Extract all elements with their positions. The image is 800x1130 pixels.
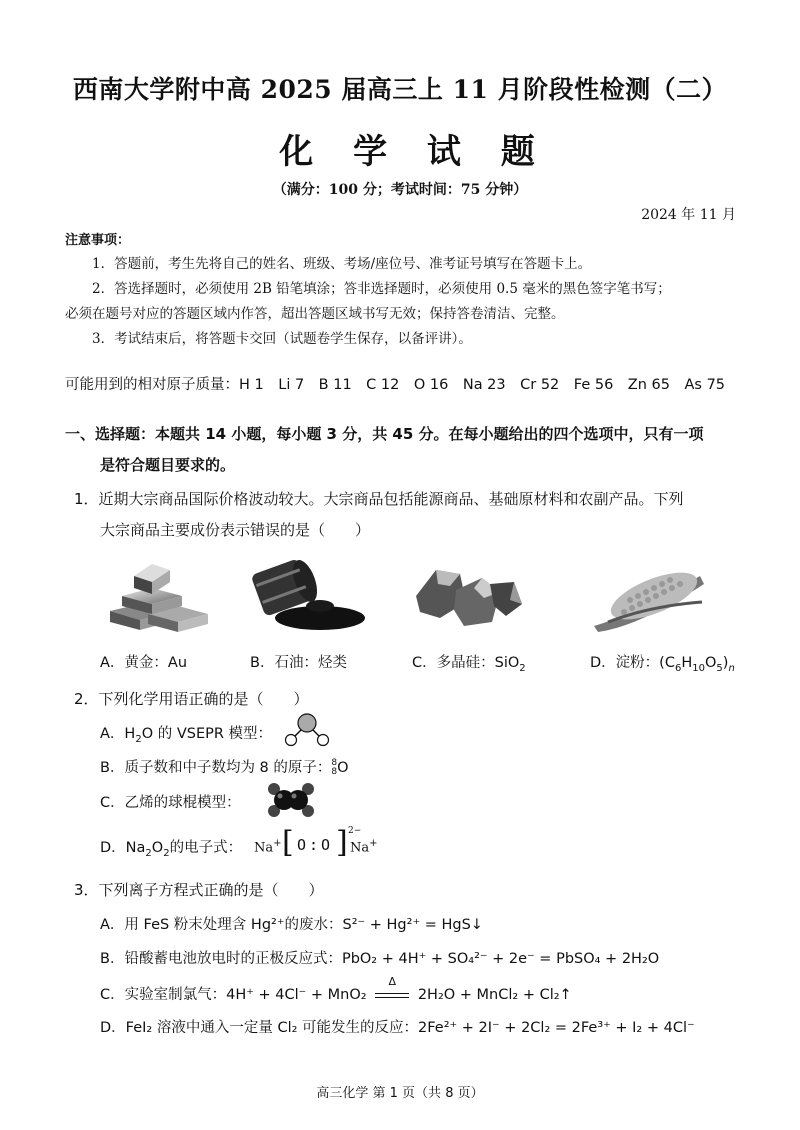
question-3-stem: 3．下列离子方程式正确的是（ ）: [74, 881, 324, 899]
notice-item-2-cont: 必须在题号对应的答题区域内作答，超出答题区域书写无效；保持答卷清洁、完整。: [65, 306, 565, 322]
q3-option-b: B．铅酸蓄电池放电时的正极反应式：PbO₂ + 4H⁺ + SO₄²⁻ + 2e⁻ = PbSO₄ + 2H₂O: [100, 951, 660, 967]
section-1-heading-cont: 是符合题目要求的。: [100, 456, 236, 474]
vsepr-model-icon: [283, 712, 331, 752]
q1-option-b: B．石油：烃类: [250, 655, 347, 671]
oil-barrel-image: [250, 556, 368, 634]
notice-item-2: 2．答选择题时，必须使用 2B 铅笔填涂；答非选择题时，必须使用 0.5 毫米的黑色签字笔书写；: [92, 281, 671, 297]
q3-option-a: A．用 FeS 粉末处理含 Hg²⁺的废水：S²⁻ + Hg²⁺ = HgS↓: [100, 917, 483, 933]
polysilicon-image: [410, 556, 528, 634]
question-1-stem: 1．近期大宗商品国际价格波动较大。大宗商品包括能源商品、基础原材料和农副产品。下列: [74, 490, 684, 508]
atomic-masses: 可能用到的相对原子质量：H 1 Li 7 B 11 C 12 O 16 Na 23 Cr 52 Fe 56 Zn 65 As 75: [65, 377, 726, 393]
exam-date: 2024 年 11 月: [641, 207, 736, 223]
q1-option-d: D．淀粉：$(C_6H_{10}O_5)_n$: [590, 655, 735, 674]
question-2-stem: 2．下列化学用语正确的是（ ）: [74, 690, 309, 708]
q3-option-d: D．FeI₂ 溶液中通入一定量 Cl₂ 可能发生的反应：2Fe²⁺ + 2I⁻ + 2Cl₂ = 2Fe³⁺ + I₂ + 4Cl⁻: [100, 1020, 695, 1036]
q2-option-a: A．$H_2O$ 的 VSEPR 模型：: [100, 726, 273, 745]
question-1-stem-cont: 大宗商品主要成份表示错误的是（ ）: [100, 521, 371, 539]
section-1-heading: 一、选择题：本题共 14 小题，每小题 3 分，共 45 分。在每小题给出的四个选项中，只有一项: [65, 425, 704, 443]
heat-symbol: Δ: [388, 975, 396, 988]
notice-item-3: 3．考试结束后，将答题卡交回（试题卷学生保存，以备评讲）。: [92, 331, 472, 347]
q1-option-a: A．黄金：Au: [100, 655, 188, 671]
q2-option-b: B．质子数和中子数均为 8 的原子：8 8O: [100, 758, 349, 777]
gold-bars-image: [100, 556, 218, 634]
q1-option-c: C．多晶硅：SiO$_2$: [412, 655, 526, 674]
notice-item-1: 1．答题前，考生先将自己的姓名、班级、考场/座位号、准考证号填写在答题卡上。: [92, 256, 592, 272]
exam-school-title: 西南大学附中高 2025 届高三上 11 月阶段性检测（二）: [72, 75, 728, 104]
notice-title: 注意事项：: [65, 233, 131, 248]
page-footer: 高三化学 第 1 页（共 8 页）: [316, 1086, 484, 1101]
q2-option-c: C．乙烯的球棍模型：: [100, 795, 241, 811]
corn-image: [590, 556, 708, 634]
ethylene-ball-stick-icon: [266, 780, 316, 824]
subject-title: 化 学 试 题: [279, 132, 549, 172]
q3-option-c: C．实验室制氯气：4H⁺ + 4Cl⁻ + MnO₂ Δ 2H₂O + MnCl₂ + Cl₂↑: [100, 975, 572, 1003]
exam-meta: （满分：100 分；考试时间：75 分钟）: [272, 182, 528, 198]
q2-option-d: D．$Na_2O_2$的电子式：: [100, 840, 243, 859]
